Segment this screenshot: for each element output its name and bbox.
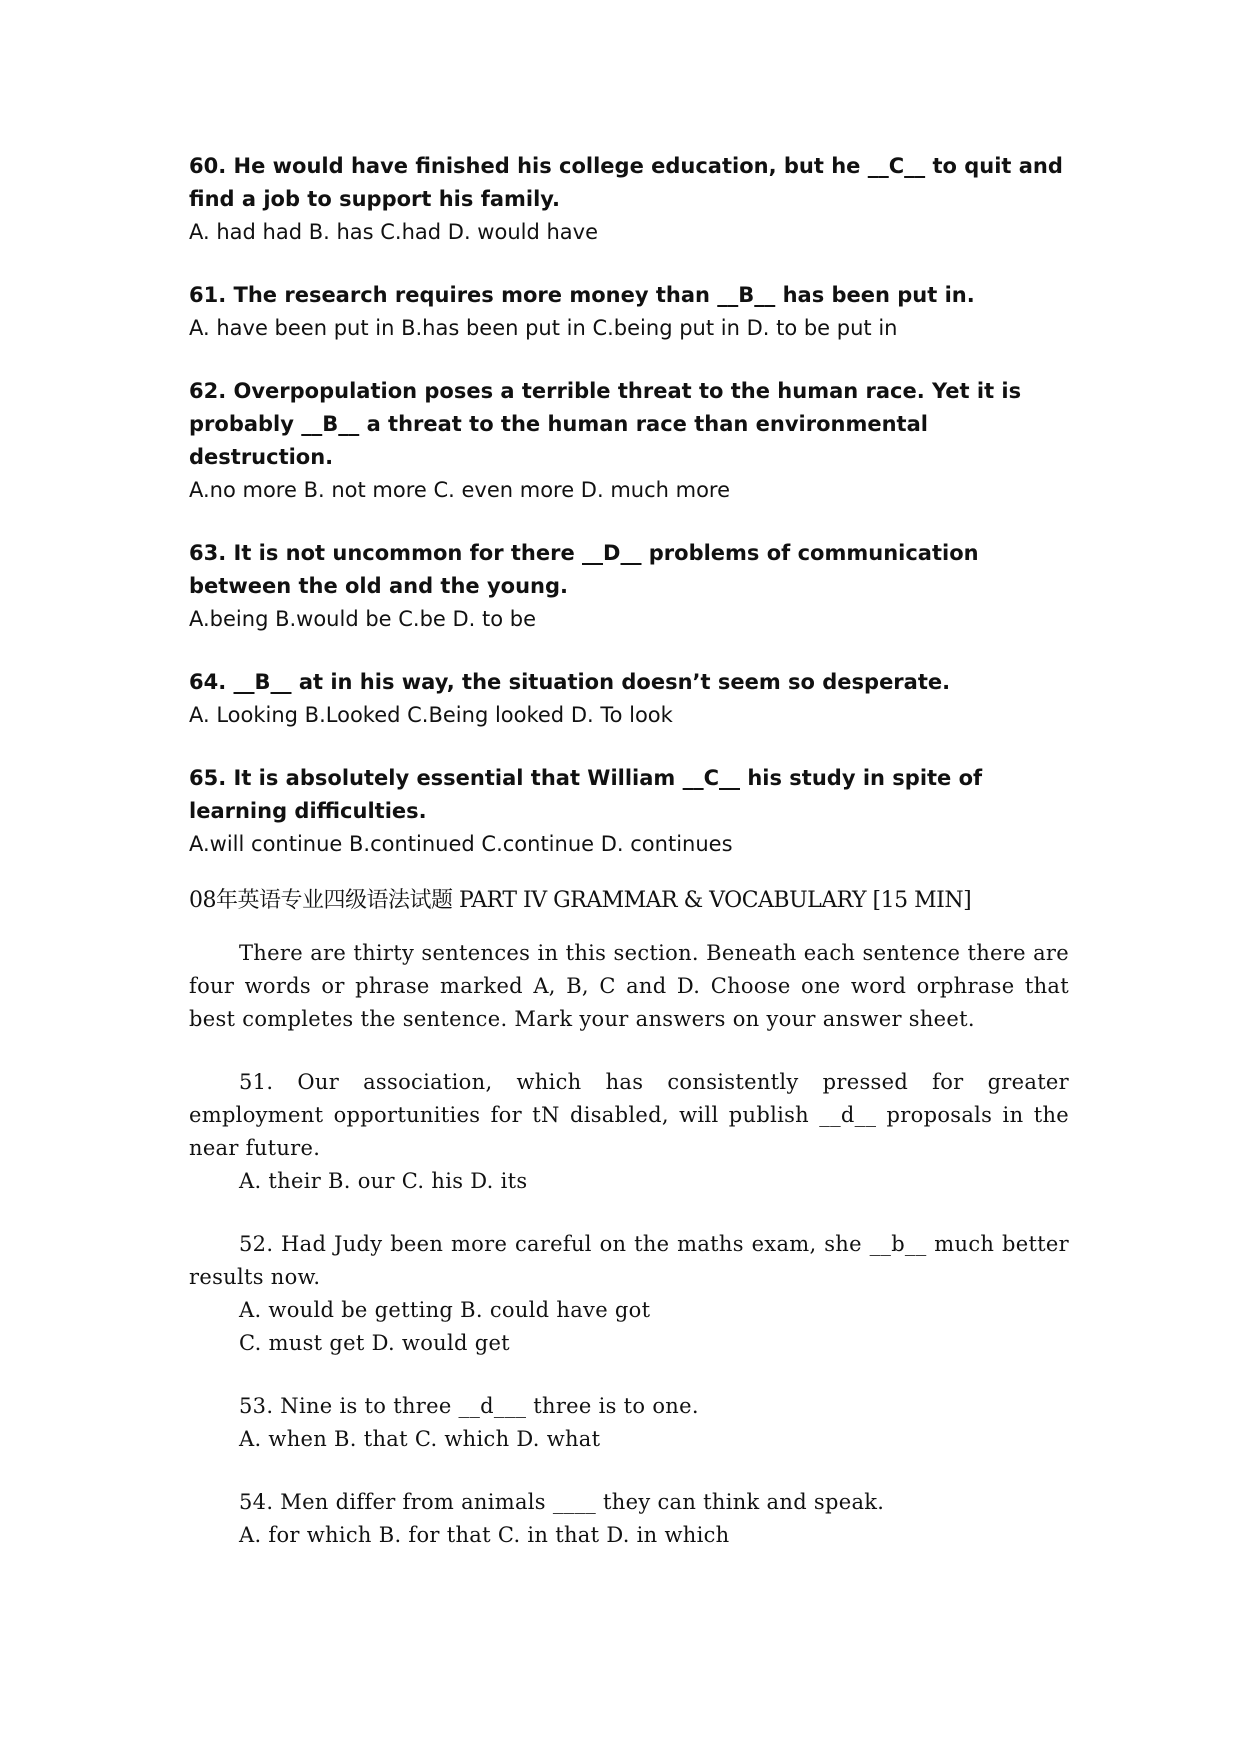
instructions-text: There are thirty sentences in this section. Beneath each sentence there are four words or phrase marked A, B, C and D. Choose one word orphrase that best completes the sentence. Mark your answers on your answer sheet. (189, 941, 1069, 1031)
instructions (189, 937, 1069, 1036)
question-stem: 64. __B__ at in his way, the situation doesn’t seem so desperate. (189, 670, 951, 694)
question-stem: 61. The research requires more money than __B__ has been put in. (189, 283, 975, 307)
question-list-sans (189, 150, 1069, 861)
question-options: A. when B. that C. which D. what (239, 1427, 601, 1451)
question-stem: 51. Our association, which has consistently pressed for greater employment opportunities for tN disabled, will publish __d__ proposals in the near future. (189, 1070, 1069, 1160)
question-stem: 62. Overpopulation poses a terrible threat to the human race. Yet it is probably __B__ a threat to the human race than environmental destruction. (189, 379, 1022, 469)
question-65 (189, 762, 1069, 861)
question-options: A. for which B. for that C. in that D. in which (239, 1523, 730, 1547)
question-stem: 63. It is not uncommon for there __D__ problems of communication between the old and the young. (189, 541, 979, 598)
question-options: A. would be getting B. could have got (239, 1298, 651, 1322)
document-page (189, 150, 1069, 1582)
question-52 (189, 1228, 1069, 1360)
question-54 (189, 1486, 1069, 1552)
question-options: A.being B.would be C.be D. to be (189, 607, 537, 631)
question-60 (189, 150, 1069, 249)
question-62 (189, 375, 1069, 507)
question-options: A. had had B. has C.had D. would have (189, 220, 599, 244)
question-64 (189, 666, 1069, 732)
question-stem: 52. Had Judy been more careful on the maths exam, she __b__ much better results now. (189, 1232, 1069, 1289)
question-stem: 65. It is absolutely essential that William __C__ his study in spite of learning difficulties. (189, 766, 983, 823)
question-options: A. have been put in B.has been put in C.being put in D. to be put in (189, 316, 898, 340)
question-options: A. Looking B.Looked C.Being looked D. To look (189, 703, 673, 727)
question-options: A. their B. our C. his D. its (239, 1169, 528, 1193)
question-stem: 54. Men differ from animals ____ they can think and speak. (239, 1490, 885, 1514)
question-stem: 60. He would have finished his college education, but he __C__ to quit and find a job to support his family. (189, 154, 1063, 211)
question-51 (189, 1066, 1069, 1198)
question-stem: 53. Nine is to three __d___ three is to one. (239, 1394, 699, 1418)
question-options: A.no more B. not more C. even more D. much more (189, 478, 731, 502)
section-title: 08年英语专业四级语法试题 PART IV GRAMMAR & VOCABULARY [15 MIN] (189, 888, 972, 913)
question-options: A.will continue B.continued C.continue D. continues (189, 832, 733, 856)
question-options: C. must get D. would get (239, 1331, 510, 1355)
question-61 (189, 279, 1069, 345)
question-63 (189, 537, 1069, 636)
question-list-serif (189, 937, 1069, 1552)
question-53 (189, 1390, 1069, 1456)
